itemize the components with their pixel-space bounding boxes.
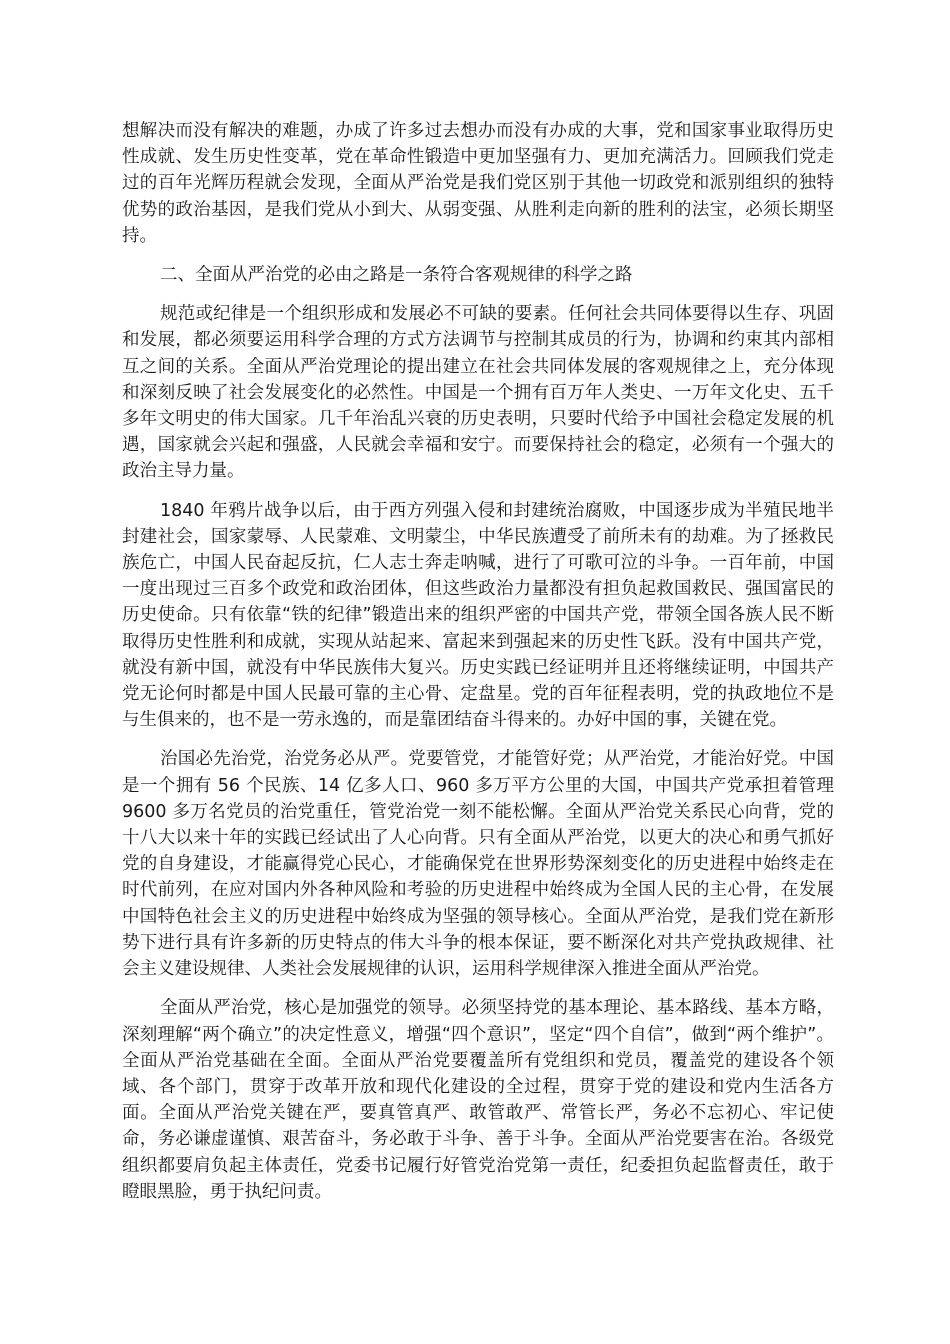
document-page: [122, 118, 834, 1218]
paragraph: 全面从严治党，核心是加强党的领导。必须坚持党的基本理论、基本路线、基本方略，深刻理解“两个确立”的决定性意义，增强“四个意识”，坚定“四个自信”，做到“两个维护”。全面从严治党基础在全面。全面从严治党要覆盖所有党组织和党员，覆盖党的建设各个领域、各个部门，贯穿于改革开放和现代化建设的全过程，贯穿于党的建设和党内生活各方面。全面从严治党关键在严，要真管真严、敢管敢严、常管长严，务必不忘初心、牢记使命，务必谦虚谨慎、艰苦奋斗，务必敢于斗争、善于斗争。全面从严治党要害在治。各级党组织都要肩负起主体责任，党委书记履行好管党治党第一责任，纪委担负起监督责任，敢于瞪眼黑脸，勇于执纪问责。: [122, 998, 834, 1202]
paragraph: 治国必先治党，治党务必从严。党要管党，才能管好党；从严治党，才能治好党。中国是一个拥有 56 个民族、14 亿多人口、960 多万平方公里的大国，中国共产党承担着管理 9600 多万名党员的治党重任，管党治党一刻不能松懈。全面从严治党关系民心向背，党的十八大以来十年的实践已经试出了人心向背。只有全面从严治党，以更大的决心和勇气抓好党的自身建设，才能赢得党心民心，才能确保党在世界形势深刻变化的历史进程中始终走在时代前列，在应对国内外各种风险和考验的历史进程中始终成为全国人民的主心骨，在发展中国特色社会主义的历史进程中始终成为坚强的领导核心。全面从严治党，是我们党在新形势下进行具有许多新的历史特点的伟大斗争的根本保证，要不断深化对共产党执政规律、社会主义建设规律、人类社会发展规律的认识，运用科学规律深入推进全面从严治党。: [122, 749, 834, 980]
paragraph: 规范或纪律是一个组织形成和发展必不可缺的要素。任何社会共同体要得以生存、巩固和发展，都必须要运用科学合理的方式方法调节与控制其成员的行为，协调和约束其内部相互之间的关系。全面从严治党理论的提出建立在社会共同体发展的客观规律之上，充分体现和深刻反映了社会发展变化的必然性。中国是一个拥有百万年人类史、一万年文化史、五千多年文明史的伟大国家。几千年治乱兴衰的历史表明，只要时代给予中国社会稳定发展的机遇，国家就会兴起和强盛，人民就会幸福和安宁。而要保持社会的稳定，必须有一个强大的政治主导力量。: [122, 304, 834, 482]
section-heading: 二、全面从严治党的必由之路是一条符合客观规律的科学之路: [160, 265, 633, 286]
paragraph-continuation: 想解决而没有解决的难题，办成了许多过去想办而没有办成的大事，党和国家事业取得历史性成就、发生历史性变革，党在革命性锻造中更加坚强有力、更加充满活力。回顾我们党走过的百年光辉历程就会发现，全面从严治党是我们党区别于其他一切政党和派别组织的独特优势的政治基因，是我们党从小到大、从弱变强、从胜利走向新的胜利的法宝，必须长期坚持。: [122, 121, 834, 246]
paragraph: 1840 年鸦片战争以后，由于西方列强入侵和封建统治腐败，中国逐步成为半殖民地半封建社会，国家蒙辱、人民蒙难、文明蒙尘，中华民族遭受了前所未有的劫难。为了拯救民族危亡，中国人民奋起反抗，仁人志士奔走呐喊，进行了可歌可泣的斗争。一百年前，中国一度出现过三百多个政党和政治团体，但这些政治力量都没有担负起救国救民、强国富民的历史使命。只有依靠“铁的纪律”锻造出来的组织严密的中国共产党，带领全国各族人民不断取得历史性胜利和成就，实现从站起来、富起来到强起来的历史性飞跃。没有中国共产党，就没有新中国，就没有中华民族伟大复兴。历史实践已经证明并且还将继续证明，中国共产党无论何时都是中国人民最可靠的主心骨、定盘星。党的百年征程表明，党的执政地位不是与生俱来的，也不是一劳永逸的，而是靠团结奋斗得来的。办好中国的事，关键在党。: [122, 500, 834, 731]
